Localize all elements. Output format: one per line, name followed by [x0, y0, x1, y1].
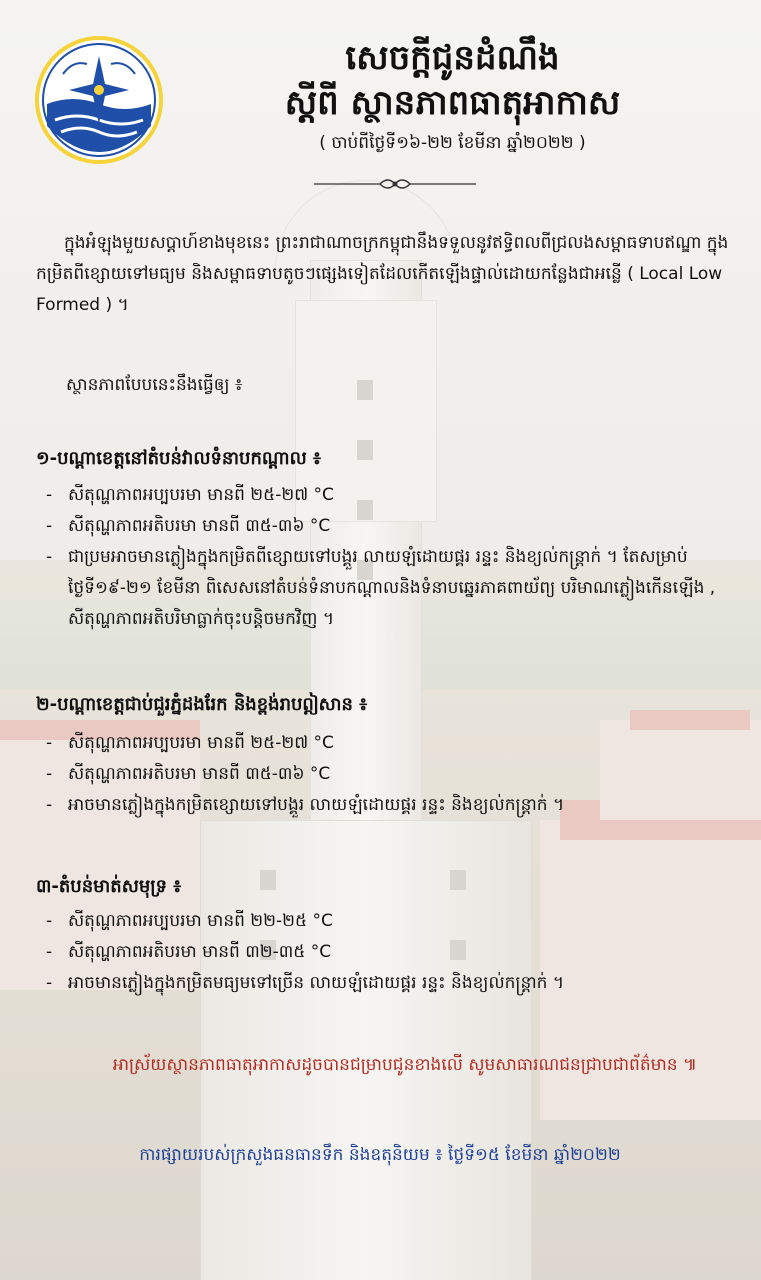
list-item: - សីតុណ្ហភាពអតិបរមា មានពី ៣២-៣៥ °C [46, 942, 332, 962]
section-list-mountain-plateau [46, 728, 746, 821]
list-item: - សីតុណ្ហភាពអប្បបរមា មានពី ២៥-២៧ °C [46, 485, 334, 505]
list-item: - អាចមានភ្លៀងក្នុងកម្រិតខ្សោយទៅបង្គួរ លាយឡំដោយផ្គរ រន្ទះ និងខ្យល់កន្ត្រាក់ ។ [46, 795, 565, 815]
list-item: - សីតុណ្ហភាពអតិបរមា មានពី ៣៥-៣៦ °C [46, 764, 331, 784]
public-notice: អាស្រ័យស្ថានភាពធាតុអាកាសដូចបានជម្រាបជូនខាងលើ សូមសាធារណជនជ្រាបជាព័ត៌មាន ៕ [112, 1055, 698, 1075]
section-list-central-plain [46, 480, 746, 635]
list-item: - ជាប្រមអាចមានភ្លៀងក្នុងកម្រិតពីខ្សោយទៅបង្គួរ លាយឡំដោយផ្គរ រន្ទះ និងខ្យល់កន្ត្រាក់ ។ តែសម្រាប់ថ្ងៃទី១៩-២១ ខែមីនា ពិសេសនៅតំបន់ទំនាបកណ្តាលនិងទំនាបឆ្នេរភាគពាយ័ព្យ បរិមាណភ្លៀងកើនឡើង , សីតុណ្ហភាពអតិបរិមាធ្លាក់ចុះបន្តិចមកវិញ ។ [46, 547, 716, 629]
intro-lead: ស្ថានភាពបែបនេះនឹងធ្វើឲ្យ ៖ [66, 375, 243, 395]
page-subtitle-title: ស្តីពី ស្ថានភាពធាតុអាកាស [284, 83, 621, 123]
list-item: - សីតុណ្ហភាពអប្បបរមា មានពី ២២-២៥ °C [46, 911, 333, 931]
section-heading-mountain-plateau: ២-បណ្តាខេត្តជាប់ជួរភ្នំដងរែក និងខ្ពង់រាបឦសាន ៖ [36, 694, 368, 715]
intro-paragraph: ក្នុងអំឡុងមួយសប្តាហ៍ខាងមុខនេះ ព្រះរាជាណាចក្រកម្ពុជានឹងទទួលនូវឥទ្ធិពលពីជ្រលងសម្ពាធទាបឥណ្ឌា ក្នុងកម្រិតពីខ្សោយទៅមធ្យម និងសម្ពាធទាបតូចៗផ្សេងទៀតដែលកើតឡើងផ្ទាល់ដោយកន្លែងជាអន្លើ ( Local Low Formed ) ។ [36, 233, 729, 315]
section-heading-central-plain: ១-បណ្តាខេត្តនៅតំបន់វាលទំនាបកណ្តាល ៖ [36, 448, 321, 469]
page-title: សេចក្តីជូនដំណឹង [345, 38, 560, 78]
list-item: - សីតុណ្ហភាពអប្បបរមា មានពី ២៥-២៧ °C [46, 733, 334, 753]
section-list-coastal [46, 906, 746, 999]
list-item: - សីតុណ្ហភាពអតិបរមា មានពី ៣៥-៣៦ °C [46, 516, 331, 536]
ornament-divider-icon [310, 174, 480, 194]
date-range: ( ចាប់ពីថ្ងៃទី១៦-២២ ខែមីនា ឆ្នាំ២០២២ ) [319, 133, 586, 153]
section-heading-coastal: ៣-តំបន់មាត់សមុទ្រ ៖ [36, 876, 182, 897]
list-item: - អាចមានភ្លៀងក្នុងកម្រិតមធ្យមទៅច្រើន លាយឡំដោយផ្គរ រន្ទះ និងខ្យល់កន្ត្រាក់ ។ [46, 973, 565, 993]
publisher-footer: ការផ្សាយរបស់ក្រសួងធនធានទឹក និងឧតុនិយម ៖ ថ្ងៃទី១៥ ខែមីនា ឆ្នាំ២០២២ [139, 1145, 621, 1165]
ministry-seal-icon [33, 34, 165, 166]
